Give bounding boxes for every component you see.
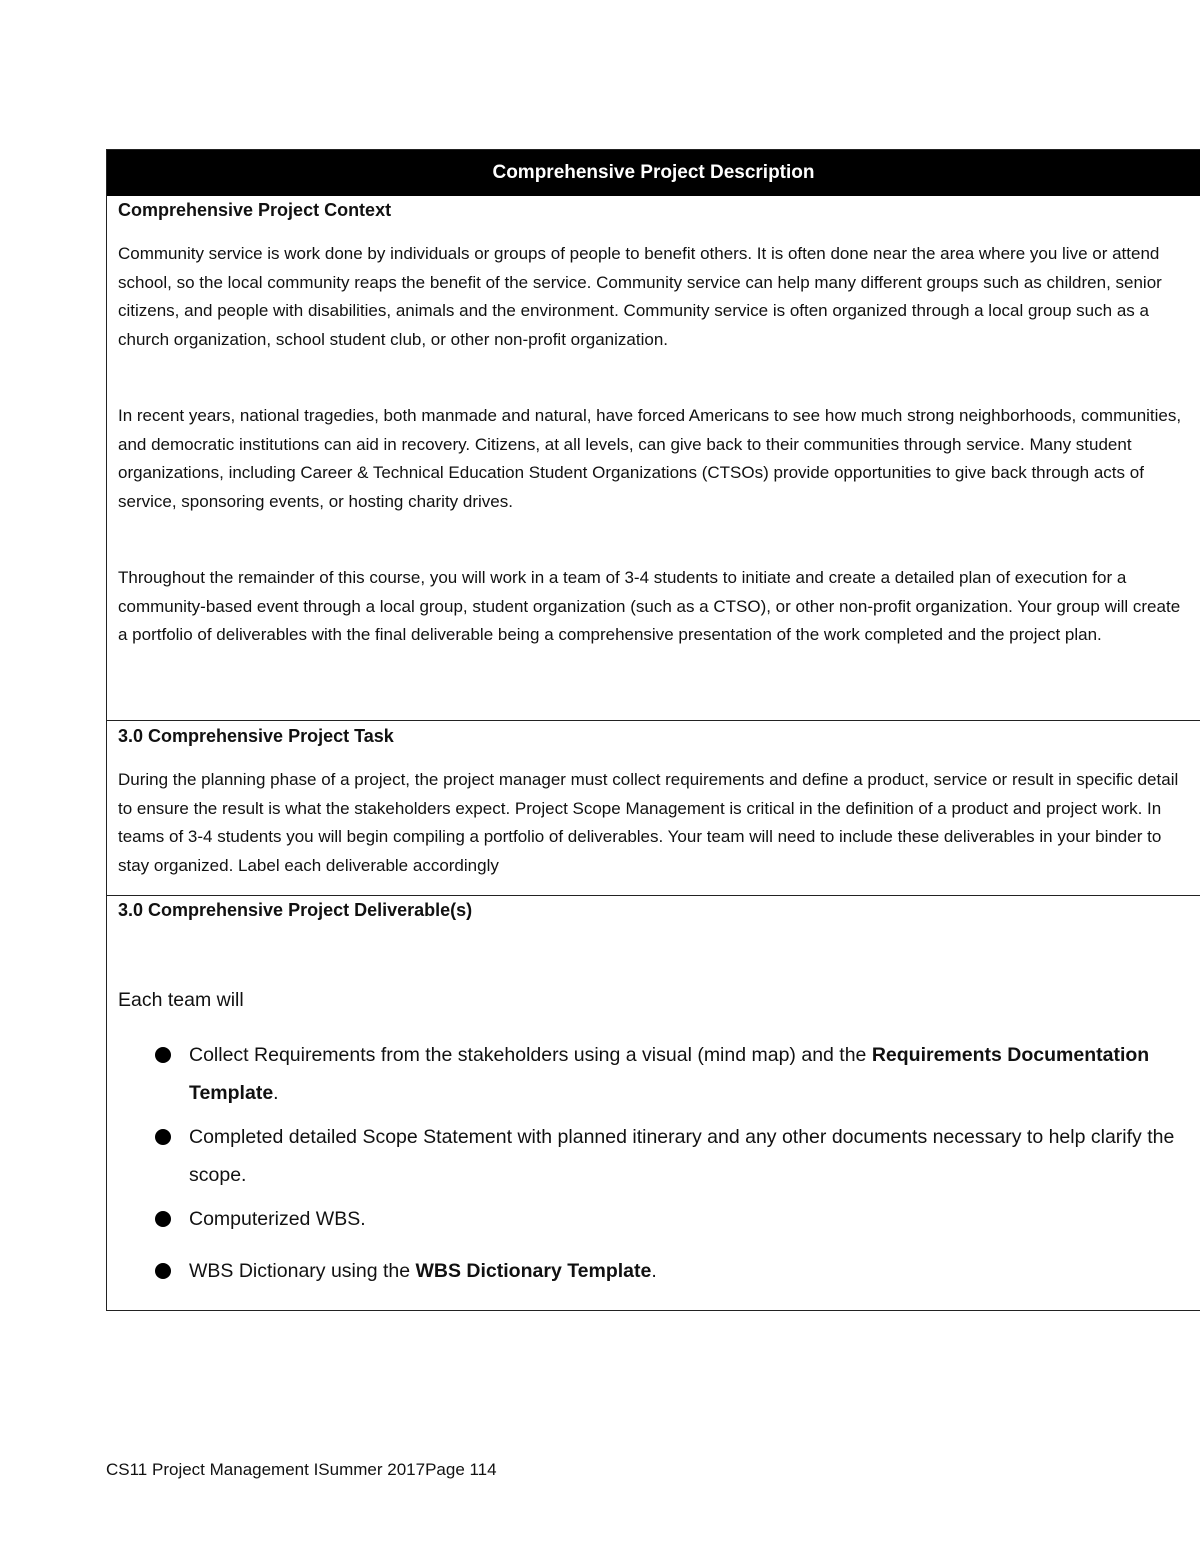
project-description-table (106, 149, 1200, 1311)
deliverables-list (118, 1036, 1200, 1290)
task-title: 3.0 Comprehensive Project Task (118, 726, 394, 746)
bullet-icon (155, 1129, 171, 1145)
bullet-icon (155, 1263, 171, 1279)
context-paragraph-3: Throughout the remainder of this course, you will work in a team of 3-4 students to initiate and create a detailed plan of execution for a community-based event through a local group, student organization (such as a CTSO), or other non-profit organization. Your group will create a portfolio of deliverables with the final deliverable being a comprehensive presentation of the work completed and the project plan. (118, 568, 1181, 644)
task-paragraph: During the planning phase of a project, the project manager must collect requirements and define a product, service or result in specific detail to ensure the result is what the stakeholders expect. Project Scope Management is critical in the definition of a product and project work. In teams of 3-4 students you will begin compiling a portfolio of deliverables. Your team will need to include these deliverables in your binder to stay organized. Label each deliverable accordingly (118, 770, 1179, 875)
table-header-title: Comprehensive Project Description (492, 162, 815, 183)
deliverables-intro: Each team will (118, 989, 244, 1011)
deliverables-title: 3.0 Comprehensive Project Deliverable(s) (118, 900, 473, 920)
context-title: Comprehensive Project Context (118, 200, 392, 220)
list-item: Completed detailed Scope Statement with planned itinerary and any other documents necessary to help clarify the scope. (118, 1118, 1200, 1194)
table-header (107, 150, 1200, 196)
list-item: Collect Requirements from the stakeholders using a visual (mind map) and the Requirements Documentation Template. (118, 1036, 1200, 1112)
deliverables-section (107, 895, 1200, 1311)
list-item: WBS Dictionary using the WBS Dictionary Template. (118, 1252, 1200, 1290)
bullet-icon (155, 1047, 171, 1063)
context-section (107, 196, 1200, 720)
task-section (107, 720, 1200, 895)
page-footer: CS11 Project Management ISummer 2017Page 114 (106, 1460, 497, 1479)
context-paragraph-2: In recent years, national tragedies, both manmade and natural, have forced Americans to see how much strong neighborhoods, communities, and democratic institutions can aid in recovery. Citizens, at all levels, can give back to their communities through service. Many student organizations, including Career & Technical Education Student Organizations (CTSOs) provide opportunities to give back through acts of service, sponsoring events, or hosting charity drives. (118, 406, 1182, 511)
context-paragraph-1: Community service is work done by individuals or groups of people to benefit others. It is often done near the area where you live or attend school, so the local community reaps the benefit of the service. Community service can help many different groups such as children, senior citizens, and people with disabilities, animals and the environment. Community service is often organized through a local group such as a church organization, school student club, or other non-profit organization. (118, 244, 1162, 349)
bullet-icon (155, 1211, 171, 1227)
list-item: Computerized WBS. (118, 1200, 1200, 1238)
